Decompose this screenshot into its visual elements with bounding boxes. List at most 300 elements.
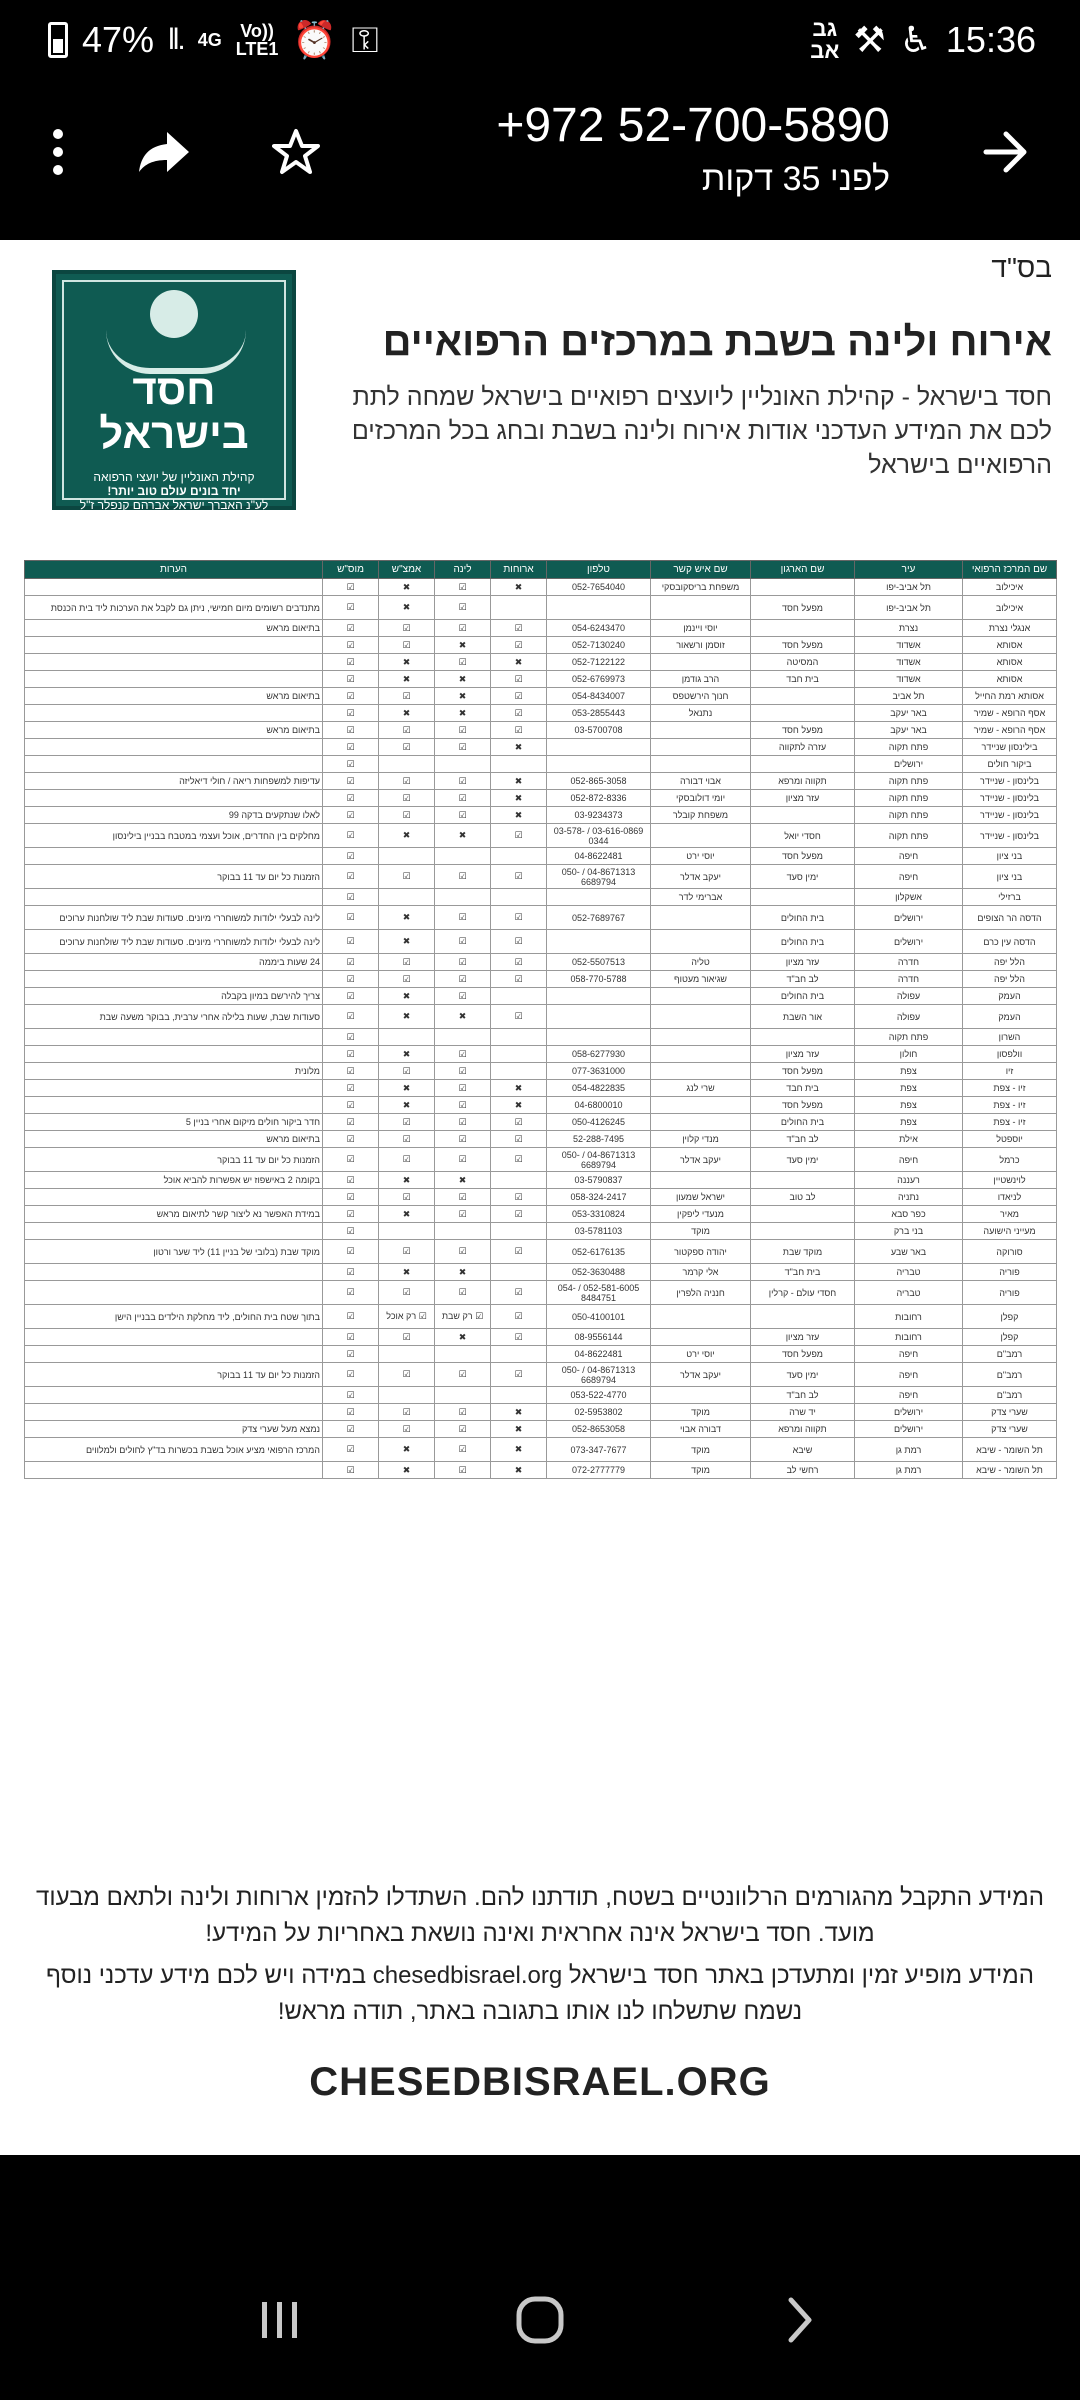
table-cell <box>25 671 323 688</box>
table-cell: ☑ <box>491 1148 547 1172</box>
table-cell: 052-581-6005 / 054-8484751 <box>547 1281 651 1305</box>
table-cell: 052-3630488 <box>547 1264 651 1281</box>
table-cell: אברימי לדר <box>651 889 751 906</box>
table-cell <box>751 705 855 722</box>
table-cell: ☑ <box>379 971 435 988</box>
table-cell: כרמל <box>963 1148 1057 1172</box>
table-cell: שיבא <box>751 1438 855 1462</box>
table-cell: ☑ <box>323 930 379 954</box>
table-cell: ☑ <box>379 954 435 971</box>
table-cell: ✖ <box>379 654 435 671</box>
table-cell: יומי דולובסקי <box>651 790 751 807</box>
table-cell <box>491 848 547 865</box>
table-cell: ברזילי <box>963 889 1057 906</box>
table-cell: בית חבד <box>751 671 855 688</box>
logo-name <box>56 368 292 456</box>
table-cell <box>651 1046 751 1063</box>
table-cell: אסף הרופא - שמיר <box>963 705 1057 722</box>
table-cell: 03-5700708 <box>547 722 651 739</box>
table-row <box>25 807 1057 824</box>
hebrew-keyboard-indicator: גב אב <box>810 16 840 63</box>
table-cell <box>751 1172 855 1189</box>
table-cell: ☑ <box>323 906 379 930</box>
table-cell: אלי קרמר <box>651 1264 751 1281</box>
table-cell: חסדי עולם - קרלין <box>751 1281 855 1305</box>
table-cell: משפחת בריסקובסקי <box>651 579 751 596</box>
table-cell: 052-5507513 <box>547 954 651 971</box>
table-cell: ✖ <box>379 1206 435 1223</box>
table-row <box>25 1148 1057 1172</box>
column-header: שם המרכז הרפואי <box>963 561 1057 579</box>
table-cell: ✖ <box>379 1462 435 1479</box>
table-cell: תל אביב-יפו <box>855 596 963 620</box>
table-row <box>25 1223 1057 1240</box>
table-cell: מפעל חסד <box>751 637 855 654</box>
table-cell: ✖ <box>379 1080 435 1097</box>
table-cell: כפר סבא <box>855 1206 963 1223</box>
star-icon[interactable] <box>266 122 326 182</box>
table-cell <box>379 848 435 865</box>
table-cell: חיפה <box>855 848 963 865</box>
table-cell: אסותא רמת החייל <box>963 688 1057 705</box>
table-cell <box>651 1063 751 1080</box>
table-cell: ☑ <box>435 1421 491 1438</box>
table-cell <box>751 1223 855 1240</box>
table-cell: פתח תקוה <box>855 1029 963 1046</box>
table-cell: ☑ <box>491 1131 547 1148</box>
table-cell: ✖ <box>491 654 547 671</box>
table-body <box>25 579 1057 1479</box>
table-cell: בתיאום מראש <box>25 688 323 705</box>
table-cell: 03-5790837 <box>547 1172 651 1189</box>
table-cell: ☑ <box>323 1305 379 1329</box>
table-cell: ☑ <box>379 1329 435 1346</box>
table-cell: ביקור חולים <box>963 756 1057 773</box>
table-cell: מלונית <box>25 1063 323 1080</box>
table-row <box>25 1462 1057 1479</box>
table-cell: אסותא <box>963 654 1057 671</box>
table-cell: מוקד <box>651 1404 751 1421</box>
table-row <box>25 739 1057 756</box>
update-info-text: המידע מופיע זמין ומתעדכן באתר חסד בישראל chesedbisrael.org במידה ויש לכם מידע עדכני נוסף נשמח שתשלחו לנו אותו בתגובה באתר, תודה מראש! <box>46 1962 1034 2025</box>
table-cell <box>651 1029 751 1046</box>
table-cell: ☑ <box>323 1029 379 1046</box>
table-cell: אילת <box>855 1131 963 1148</box>
table-row <box>25 1080 1057 1097</box>
table-cell: 04-6800010 <box>547 1097 651 1114</box>
table-cell: ☑ <box>435 930 491 954</box>
table-cell <box>651 1114 751 1131</box>
table-cell: ירושלים <box>855 930 963 954</box>
table-cell: ☑ <box>491 1206 547 1223</box>
table-cell <box>435 1387 491 1404</box>
table-cell: רמב"ם <box>963 1346 1057 1363</box>
table-cell: ☑ <box>379 1363 435 1387</box>
table-row <box>25 954 1057 971</box>
table-cell: לינה לבעלי ילודות למשוחררי מיונים. סעודות שבת ליד שולחנות ערוכים <box>25 930 323 954</box>
table-cell: זיו - צפת <box>963 1114 1057 1131</box>
table-cell: ✖ <box>435 1172 491 1189</box>
table-cell: ☑ <box>491 1005 547 1029</box>
table-cell: ✖ <box>435 705 491 722</box>
table-cell: המרכז הרפואי מציע אוכל בשבת בכשרות בד"ץ לחולים ולמלווים <box>25 1438 323 1462</box>
table-cell: מעייני הישועה <box>963 1223 1057 1240</box>
table-cell: יהודה ספקטור <box>651 1240 751 1264</box>
table-cell: חיפה <box>855 1346 963 1363</box>
table-cell: ☑ <box>435 1189 491 1206</box>
table-row <box>25 1387 1057 1404</box>
table-cell: ☑ <box>435 1363 491 1387</box>
table-cell: ☑ <box>379 1131 435 1148</box>
table-cell: צפת <box>855 1114 963 1131</box>
table-cell: אשדוד <box>855 654 963 671</box>
table-cell <box>491 1223 547 1240</box>
table-cell: חיפה <box>855 865 963 889</box>
table-cell: 058-770-5788 <box>547 971 651 988</box>
table-row <box>25 1404 1057 1421</box>
table-cell: לינה לבעלי ילודות למשוחררי מיונים. סעודות שבת ליד שולחנות ערוכים <box>25 906 323 930</box>
table-cell: אנגלי נצרת <box>963 620 1057 637</box>
table-cell: אסותא <box>963 637 1057 654</box>
table-cell: ישראל שמעון <box>651 1189 751 1206</box>
table-cell: העמק <box>963 1005 1057 1029</box>
table-cell <box>651 1329 751 1346</box>
table-cell <box>25 848 323 865</box>
table-cell: ☑ <box>323 596 379 620</box>
table-cell: מפעל חסד <box>751 1346 855 1363</box>
table-cell <box>25 971 323 988</box>
table-row <box>25 637 1057 654</box>
table-cell: לב טוב <box>751 1189 855 1206</box>
table-cell: ✖ <box>435 1264 491 1281</box>
table-cell <box>651 906 751 930</box>
column-header: לינה <box>435 561 491 579</box>
table-row <box>25 671 1057 688</box>
table-cell: חולון <box>855 1046 963 1063</box>
table-cell: מוקד שבת (בלובי של בניין 11) ליד שער ורטון <box>25 1240 323 1264</box>
table-cell: חסדי יואל <box>751 824 855 848</box>
network-type <box>198 31 222 49</box>
table-cell: ✖ <box>435 637 491 654</box>
table-cell: 052-7654040 <box>547 579 651 596</box>
table-cell: תל אביב <box>855 688 963 705</box>
table-cell: ☑ <box>435 596 491 620</box>
forward-arrow-icon[interactable] <box>976 122 1036 182</box>
table-cell: 02-5953802 <box>547 1404 651 1421</box>
table-cell: ימין סעד <box>751 1148 855 1172</box>
table-cell <box>25 705 323 722</box>
table-cell: חיפה <box>855 1363 963 1387</box>
table-cell: רחובות <box>855 1305 963 1329</box>
table-cell: ☑ <box>379 790 435 807</box>
table-cell: אשדוד <box>855 671 963 688</box>
table-cell: שרי לנג <box>651 1080 751 1097</box>
table-cell: בילינסון שניידר <box>963 739 1057 756</box>
back-icon[interactable] <box>755 2275 845 2365</box>
table-cell: עזר מציון <box>751 954 855 971</box>
table-cell: בלינסון - שניידר <box>963 824 1057 848</box>
table-cell: חדרה <box>855 954 963 971</box>
table-cell: ☑ <box>323 954 379 971</box>
table-row <box>25 756 1057 773</box>
table-cell <box>25 889 323 906</box>
table-cell: בתיאום מראש <box>25 1131 323 1148</box>
table-cell: 072-2777779 <box>547 1462 651 1479</box>
table-row <box>25 790 1057 807</box>
logo-name-line2: בישראל <box>99 410 249 457</box>
table-cell: ☑ <box>379 1148 435 1172</box>
table-cell: נמצא מעל שערי צדק <box>25 1421 323 1438</box>
table-row <box>25 654 1057 671</box>
table-cell: ימין סעד <box>751 865 855 889</box>
table-cell: ☑ <box>491 865 547 889</box>
table-cell <box>25 1029 323 1046</box>
table-row <box>25 1206 1057 1223</box>
table-cell: ☑ <box>379 739 435 756</box>
table-cell <box>491 889 547 906</box>
table-cell: ✖ <box>379 906 435 930</box>
table-cell: ☑ <box>491 1281 547 1305</box>
table-cell: אור השבת <box>751 1005 855 1029</box>
table-cell: ☑ <box>323 1063 379 1080</box>
battery-percent: 47% <box>82 19 155 60</box>
table-cell: יעקב אדלר <box>651 1148 751 1172</box>
table-cell: ✖ <box>379 579 435 596</box>
status-bar <box>0 0 1080 80</box>
table-cell <box>25 1346 323 1363</box>
table-cell: עפולה <box>855 1005 963 1029</box>
table-cell <box>651 930 751 954</box>
table-cell <box>25 1080 323 1097</box>
table-row <box>25 722 1057 739</box>
table-cell: תל השומר - שיבא <box>963 1438 1057 1462</box>
table-cell: ☑ <box>323 1438 379 1462</box>
table-row <box>25 1305 1057 1329</box>
table-cell: ☑ <box>491 1363 547 1387</box>
table-cell <box>651 1005 751 1029</box>
table-cell: פתח תקוה <box>855 773 963 790</box>
table-cell: ☑ <box>491 906 547 930</box>
network-label: 4G <box>197 30 222 50</box>
table-cell <box>435 756 491 773</box>
table-cell: סורוקה <box>963 1240 1057 1264</box>
table-cell <box>25 1329 323 1346</box>
table-cell: ☑ <box>379 1240 435 1264</box>
table-cell: בתיאום מראש <box>25 620 323 637</box>
table-cell: ☑ <box>491 722 547 739</box>
table-cell: ☑ <box>323 671 379 688</box>
table-cell <box>651 739 751 756</box>
table-cell <box>25 756 323 773</box>
table-cell: ✖ <box>379 930 435 954</box>
table-row <box>25 773 1057 790</box>
table-cell <box>25 1462 323 1479</box>
recents-icon[interactable] <box>235 2275 325 2365</box>
table-cell: 052-865-3058 <box>547 773 651 790</box>
shared-image[interactable] <box>0 240 1080 2155</box>
table-cell: 04-8622481 <box>547 848 651 865</box>
table-cell: ☑ <box>491 671 547 688</box>
table-cell: רמב"ם <box>963 1387 1057 1404</box>
table-cell: עזרה לתקווה <box>751 739 855 756</box>
table-cell: עזר מציון <box>751 1329 855 1346</box>
table-cell: דבורה אבוי <box>651 1421 751 1438</box>
table-cell: הזמנות כל יום עד 11 בבוקר <box>25 1148 323 1172</box>
clock: 15:36 <box>945 19 1036 60</box>
table-row <box>25 824 1057 848</box>
table-cell: עזר מציון <box>751 1046 855 1063</box>
table-cell: מנעדי ליפקין <box>651 1206 751 1223</box>
table-cell: ☑ <box>323 637 379 654</box>
table-cell: יעקב אדלר <box>651 865 751 889</box>
table-cell: ☑ <box>323 1223 379 1240</box>
table-cell <box>25 1387 323 1404</box>
table-cell: בני ברק <box>855 1223 963 1240</box>
table-cell: הדסה עין כרם <box>963 930 1057 954</box>
table-cell: ☑ <box>379 722 435 739</box>
table-cell: ☑ <box>323 889 379 906</box>
table-cell: לב חב"ד <box>751 1131 855 1148</box>
table-cell: ✖ <box>379 1172 435 1189</box>
table-cell: ☑ <box>323 1404 379 1421</box>
table-cell: ☑ <box>323 988 379 1005</box>
table-row <box>25 988 1057 1005</box>
table-cell <box>435 848 491 865</box>
table-cell: ☑ <box>323 1363 379 1387</box>
document-title: אירוח ולינה בשבת במרכזים הרפואיים <box>382 320 1052 364</box>
more-vert-icon[interactable] <box>28 122 88 182</box>
table-cell: מוקד <box>651 1462 751 1479</box>
table-row <box>25 705 1057 722</box>
table-row <box>25 1131 1057 1148</box>
table-cell: ☑ <box>491 1189 547 1206</box>
table-cell <box>379 1387 435 1404</box>
table-cell: זוסמן ורשאור <box>651 637 751 654</box>
table-cell: ☑ <box>435 1148 491 1172</box>
table-cell: חיפה <box>855 1387 963 1404</box>
table-cell: ✖ <box>379 1046 435 1063</box>
column-header: טלפון <box>547 561 651 579</box>
table-cell: ☑ <box>435 1438 491 1462</box>
table-cell: בתוך שטח בית החולים, ליד מחלקת הילדים בבניין הישן <box>25 1305 323 1329</box>
table-cell: ✖ <box>491 1097 547 1114</box>
table-cell: חנוך הירשטפס <box>651 688 751 705</box>
table-cell: מפעל חסד <box>751 1097 855 1114</box>
table-cell: ☑ <box>379 1189 435 1206</box>
table-cell: הזמנות כל יום עד 11 בבוקר <box>25 865 323 889</box>
table-cell: הלל יפה <box>963 954 1057 971</box>
table-cell: ☑ <box>323 1080 379 1097</box>
table-row <box>25 1346 1057 1363</box>
table-cell: ✖ <box>491 1421 547 1438</box>
table-cell <box>547 756 651 773</box>
table-cell: ✖ <box>379 596 435 620</box>
table-cell: משפחת קובלר <box>651 807 751 824</box>
table-row <box>25 688 1057 705</box>
table-cell <box>651 756 751 773</box>
table-cell: צריך להירשם במיון בקבלה <box>25 988 323 1005</box>
table-cell: ☑ <box>323 705 379 722</box>
table-cell: נתנאל <box>651 705 751 722</box>
table-cell <box>379 1029 435 1046</box>
table-cell: ☑ <box>323 1172 379 1189</box>
table-cell <box>651 1387 751 1404</box>
table-cell: 04-8622481 <box>547 1346 651 1363</box>
table-cell: ☑ <box>323 1046 379 1063</box>
table-cell: ירושלים <box>855 906 963 930</box>
table-cell: שערי צדק <box>963 1421 1057 1438</box>
key-icon: ⚿ <box>351 18 379 60</box>
table-cell <box>25 1404 323 1421</box>
table-cell: יוספטל <box>963 1131 1057 1148</box>
table-cell: ☑ <box>323 1005 379 1029</box>
table-cell: בלינסון - שניידר <box>963 773 1057 790</box>
table-cell: ☑ <box>379 1114 435 1131</box>
logo-sub2: יחד בונים עולם טוב יותר! <box>107 484 241 498</box>
table-cell: ☑ <box>379 1404 435 1421</box>
table-cell: 050-4126245 <box>547 1114 651 1131</box>
table-row <box>25 1264 1057 1281</box>
table-cell: ☑ <box>323 1346 379 1363</box>
table-row <box>25 889 1057 906</box>
table-cell: פתח תקוה <box>855 807 963 824</box>
table-cell <box>491 1063 547 1080</box>
table-cell: מנדי קלוין <box>651 1131 751 1148</box>
home-icon[interactable] <box>495 2275 585 2365</box>
table-row <box>25 1438 1057 1462</box>
table-cell: חיפה <box>855 1148 963 1172</box>
table-cell: זיו - צפת <box>963 1080 1057 1097</box>
table-cell: ✖ <box>435 1329 491 1346</box>
table-cell: ✖ <box>379 1438 435 1462</box>
table-cell: ☑ <box>323 620 379 637</box>
hospitality-table <box>24 560 1057 1479</box>
table-cell: ☑ <box>435 620 491 637</box>
table-cell: ☑ <box>435 1080 491 1097</box>
table-cell: צפת <box>855 1080 963 1097</box>
disclaimer-text: המידע התקבל מהגורמים הרלוונטיים בשטח, תודתנו להם. השתדלו להזמין ארוחות ולינה ולתאם מבעוד מועד. חסד בישראל אינה אחראית ואינה נושאת באחריות על המידע! <box>36 1884 1044 1947</box>
table-cell: ☑ <box>323 848 379 865</box>
table-cell: ☑ <box>491 637 547 654</box>
table-cell: ✖ <box>491 579 547 596</box>
table-cell: ✖ <box>435 824 491 848</box>
table-cell: באר יעקב <box>855 705 963 722</box>
table-cell: ✖ <box>491 773 547 790</box>
table-row <box>25 930 1057 954</box>
table-cell: פתח תקוה <box>855 790 963 807</box>
table-cell: השרון <box>963 1029 1057 1046</box>
table-cell <box>25 1046 323 1063</box>
table-cell: ירושלים <box>855 756 963 773</box>
table-cell: איכילוב <box>963 579 1057 596</box>
table-cell: 03-616-0869 / 03-578-0344 <box>547 824 651 848</box>
table-cell: ☑ <box>323 722 379 739</box>
table-cell: ☑ <box>323 1148 379 1172</box>
logo-sub1: קהילת האונליין של יועצי הרפואה <box>93 470 255 484</box>
table-cell: 053-3310824 <box>547 1206 651 1223</box>
table-cell <box>491 756 547 773</box>
table-cell: ✖ <box>379 824 435 848</box>
table-cell: ☑ <box>491 930 547 954</box>
table-cell: 073-347-7677 <box>547 1438 651 1462</box>
table-cell: ✖ <box>491 1404 547 1421</box>
table-cell <box>491 988 547 1005</box>
table-cell: ☑ <box>435 790 491 807</box>
table-cell: ימין סעד <box>751 1363 855 1387</box>
share-icon[interactable] <box>134 122 194 182</box>
table-cell <box>547 889 651 906</box>
table-cell: ☑ <box>435 1404 491 1421</box>
